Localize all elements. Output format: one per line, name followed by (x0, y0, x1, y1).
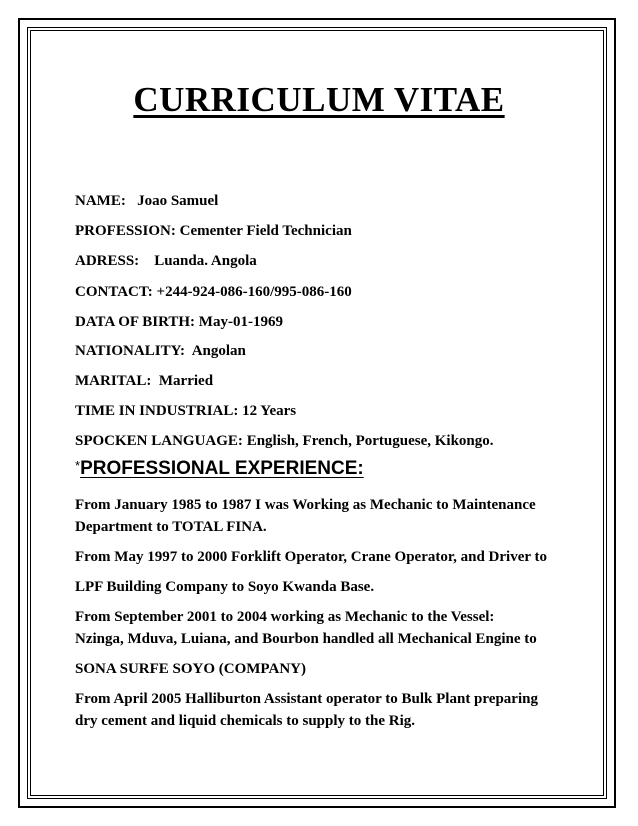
name-label: NAME: (75, 193, 126, 209)
experience-line-4: LPF Building Company to Soyo Kwanda Base. (75, 579, 375, 595)
birth-value: May-01-1969 (198, 314, 283, 330)
address-row (75, 250, 257, 272)
contact-value: +244-924-086-160/995-086-160 (156, 284, 352, 300)
contact-label: CONTACT: (75, 284, 153, 300)
profession-row (75, 220, 352, 242)
address-value: Luanda. Angola (154, 253, 257, 269)
time-in-industry-row (75, 400, 296, 422)
language-row (75, 430, 494, 452)
time-label: TIME IN INDUSTRIAL: (75, 403, 239, 419)
language-value: English, French, Portuguese, Kikongo. (246, 433, 494, 449)
name-value: Joao Samuel (137, 193, 219, 209)
experience-heading-text: PROFESSIONAL EXPERIENCE: (80, 458, 364, 479)
birth-label: DATA OF BIRTH: (75, 314, 196, 330)
nationality-value: Angolan (191, 343, 246, 359)
heading-marker: * (75, 458, 81, 473)
nationality-row (75, 340, 246, 362)
language-label: SPOCKEN LANGUAGE: (75, 433, 243, 449)
experience-line-5: From September 2001 to 2004 working as Mechanic to the Vessel: (75, 609, 495, 625)
marital-label: MARITAL: (75, 373, 152, 389)
marital-row (75, 370, 213, 392)
experience-line-3: From May 1997 to 2000 Forklift Operator, Crane Operator, and Driver to (75, 549, 548, 565)
experience-line-2: Department to TOTAL FINA. (75, 519, 267, 535)
experience-line-7: SONA SURFE SOYO (COMPANY) (75, 661, 306, 677)
contact-row (75, 281, 352, 303)
experience-line-8: From April 2005 Halliburton Assistant operator to Bulk Plant preparing (75, 691, 538, 707)
profession-value: Cementer Field Technician (179, 223, 352, 239)
experience-heading (75, 458, 364, 480)
nationality-label: NATIONALITY: (75, 343, 186, 359)
document-title: CURRICULUM VITAE (133, 80, 505, 119)
profession-label: PROFESSION: (75, 223, 176, 239)
marital-value: Married (158, 373, 214, 389)
time-value: 12 Years (242, 403, 297, 419)
experience-line-1: From January 1985 to 1987 I was Working as Mechanic to Maintenance (75, 497, 536, 513)
address-label: ADRESS: (75, 253, 140, 269)
birth-row (75, 311, 283, 333)
name-row (75, 190, 218, 212)
experience-line-9: dry cement and liquid chemicals to supply to the Rig. (75, 713, 416, 729)
experience-line-6: Nzinga, Mduva, Luiana, and Bourbon handled all Mechanical Engine to (75, 631, 537, 647)
